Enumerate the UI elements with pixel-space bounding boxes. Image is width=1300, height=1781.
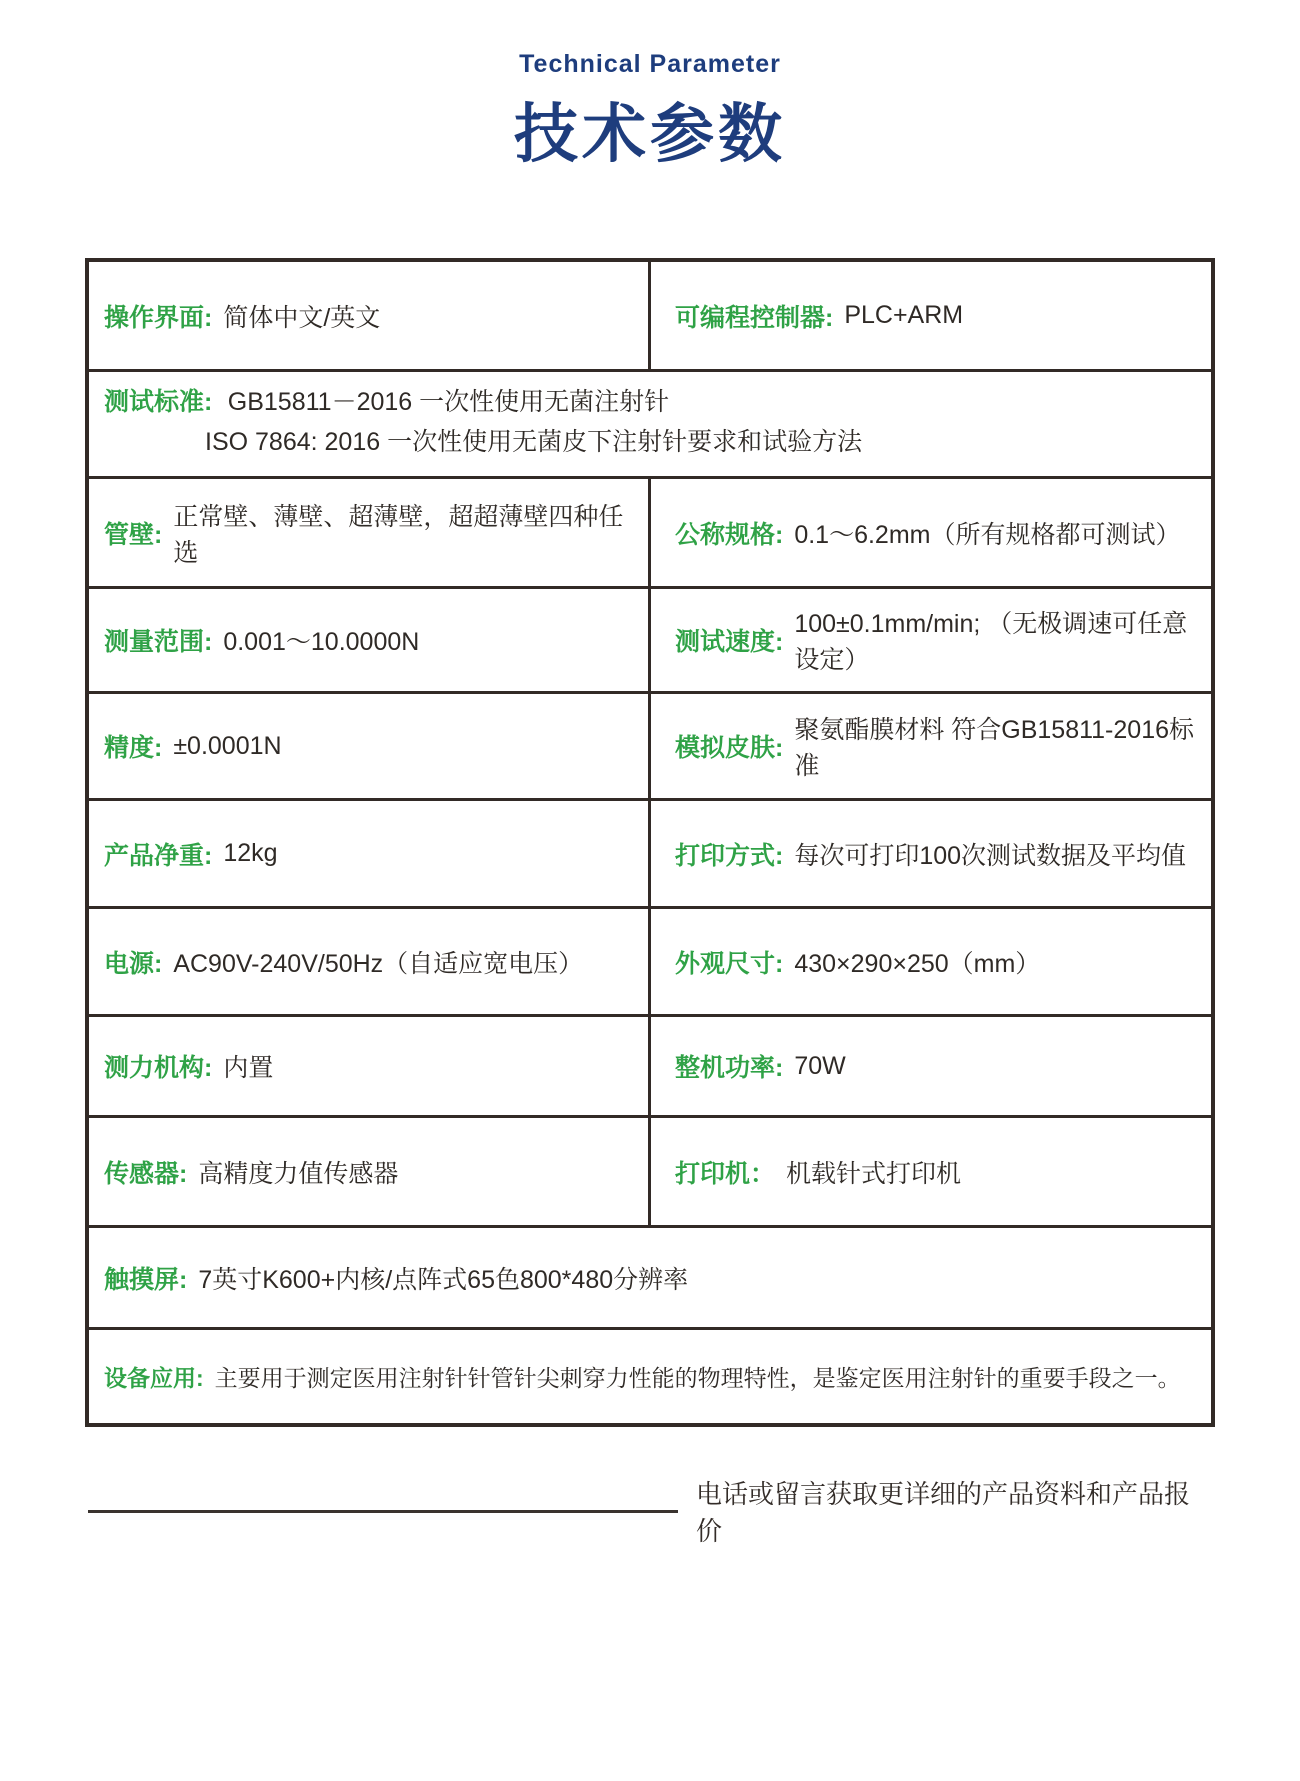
cell-tube-wall (89, 479, 651, 586)
row-tube-wall (89, 479, 1211, 589)
row-sensor (89, 1118, 1211, 1228)
spec-label: 整机功率: (675, 1054, 784, 1082)
page-title: 技术参数 (514, 98, 786, 170)
cell-touchscreen (89, 1228, 1211, 1327)
spec-value: 每次可打印100次测试数据及平均值 (794, 841, 1187, 870)
spec-value: 聚氨酯膜材料 符合GB15811-2016标准 (794, 716, 1194, 780)
footer-divider-line (88, 1510, 678, 1513)
spec-label: 管壁: (104, 520, 163, 549)
subtitle-en: Technical Parameter (519, 50, 781, 78)
spec-value: AC90V-240V/50Hz（自适应宽电压） (173, 949, 584, 978)
cell-test-standard (89, 372, 1211, 476)
spec-value: 主要用于测定医用注射针针管针尖刺穿力性能的物理特性，是鉴定医用注射针的重要手段之一。 (214, 1365, 1181, 1391)
spec-label: 电源: (104, 949, 163, 978)
spec-label: 产品净重: (104, 841, 213, 870)
cell-net-weight (89, 801, 651, 906)
spec-value: 70W (794, 1051, 846, 1080)
spec-label: 打印机： (675, 1159, 776, 1188)
spec-label: 触摸屏: (104, 1265, 188, 1294)
cell-printer (651, 1118, 1211, 1225)
row-measure-range (89, 589, 1211, 694)
spec-label: 外观尺寸: (675, 949, 784, 978)
test-standard-line2 (104, 424, 862, 464)
spec-label: 测量范围: (104, 628, 213, 656)
spec-value: 430×290×250（mm） (794, 949, 1041, 978)
footer (88, 1474, 1215, 1548)
spec-label: 精度: (104, 734, 163, 762)
cell-nominal-spec (651, 479, 1211, 586)
spec-value: ISO 7864: 2016 一次性使用无菌皮下注射针要求和试验方法 (205, 428, 863, 456)
cell-force-mechanism (89, 1017, 651, 1115)
spec-value: 机载针式打印机 (786, 1159, 962, 1188)
row-touchscreen (89, 1228, 1211, 1330)
spec-value: 7英寸K600+内核/点阵式65色800*480分辨率 (198, 1265, 689, 1294)
spec-label: 操作界面: (104, 303, 213, 332)
spec-table (85, 258, 1215, 1427)
spec-value: PLC+ARM (844, 301, 964, 329)
spec-label: 模拟皮肤: (675, 734, 784, 762)
cell-print-mode (651, 801, 1211, 906)
spec-value: ±0.0001N (173, 731, 282, 760)
cell-dimensions (651, 909, 1211, 1014)
row-test-standard (89, 372, 1211, 479)
spec-value: 简体中文/英文 (223, 303, 381, 332)
spec-label: 测试标准: (104, 388, 213, 416)
cell-application (89, 1330, 1211, 1423)
spec-label: 打印方式: (675, 841, 784, 870)
row-force-mechanism (89, 1017, 1211, 1118)
test-standard-lines (104, 384, 862, 464)
cell-simulated-skin (651, 694, 1211, 798)
spec-label: 测试速度: (675, 628, 784, 656)
spec-value: 内置 (223, 1054, 274, 1082)
page-header (0, 0, 1300, 175)
row-net-weight (89, 801, 1211, 909)
cell-power-supply (89, 909, 651, 1014)
spec-label: 传感器: (104, 1159, 188, 1188)
spec-value: 100±0.1mm/min; （无极调速可任意设定） (794, 610, 1188, 674)
spec-value: 高精度力值传感器 (198, 1159, 399, 1188)
test-standard-line1 (104, 384, 862, 424)
spec-label: 测力机构: (104, 1054, 213, 1082)
cell-measure-range (89, 589, 651, 691)
row-power-supply (89, 909, 1211, 1017)
spec-value: 0.1～6.2mm（所有规格都可测试） (794, 520, 1181, 549)
cell-total-power (651, 1017, 1211, 1115)
cell-test-speed (651, 589, 1211, 691)
spec-label: 公称规格: (675, 520, 784, 549)
spec-label: 可编程控制器: (675, 303, 834, 332)
spec-label: 设备应用: (104, 1365, 204, 1391)
row-application (89, 1330, 1211, 1423)
footer-note: 电话或留言获取更详细的产品资料和产品报价 (696, 1479, 1191, 1546)
cell-sensor (89, 1118, 651, 1225)
row-ui-language (89, 262, 1211, 372)
cell-ui-language (89, 262, 651, 369)
cell-accuracy (89, 694, 651, 798)
spec-value: 12kg (223, 839, 278, 867)
spec-value: 0.001～10.0000N (223, 628, 420, 656)
spec-value: GB15811－2016 一次性使用无菌注射针 (227, 388, 670, 416)
cell-plc-controller (651, 262, 1211, 369)
spec-value: 正常壁、薄壁、超薄壁，超超薄壁四种任选 (173, 502, 624, 567)
row-accuracy (89, 694, 1211, 801)
